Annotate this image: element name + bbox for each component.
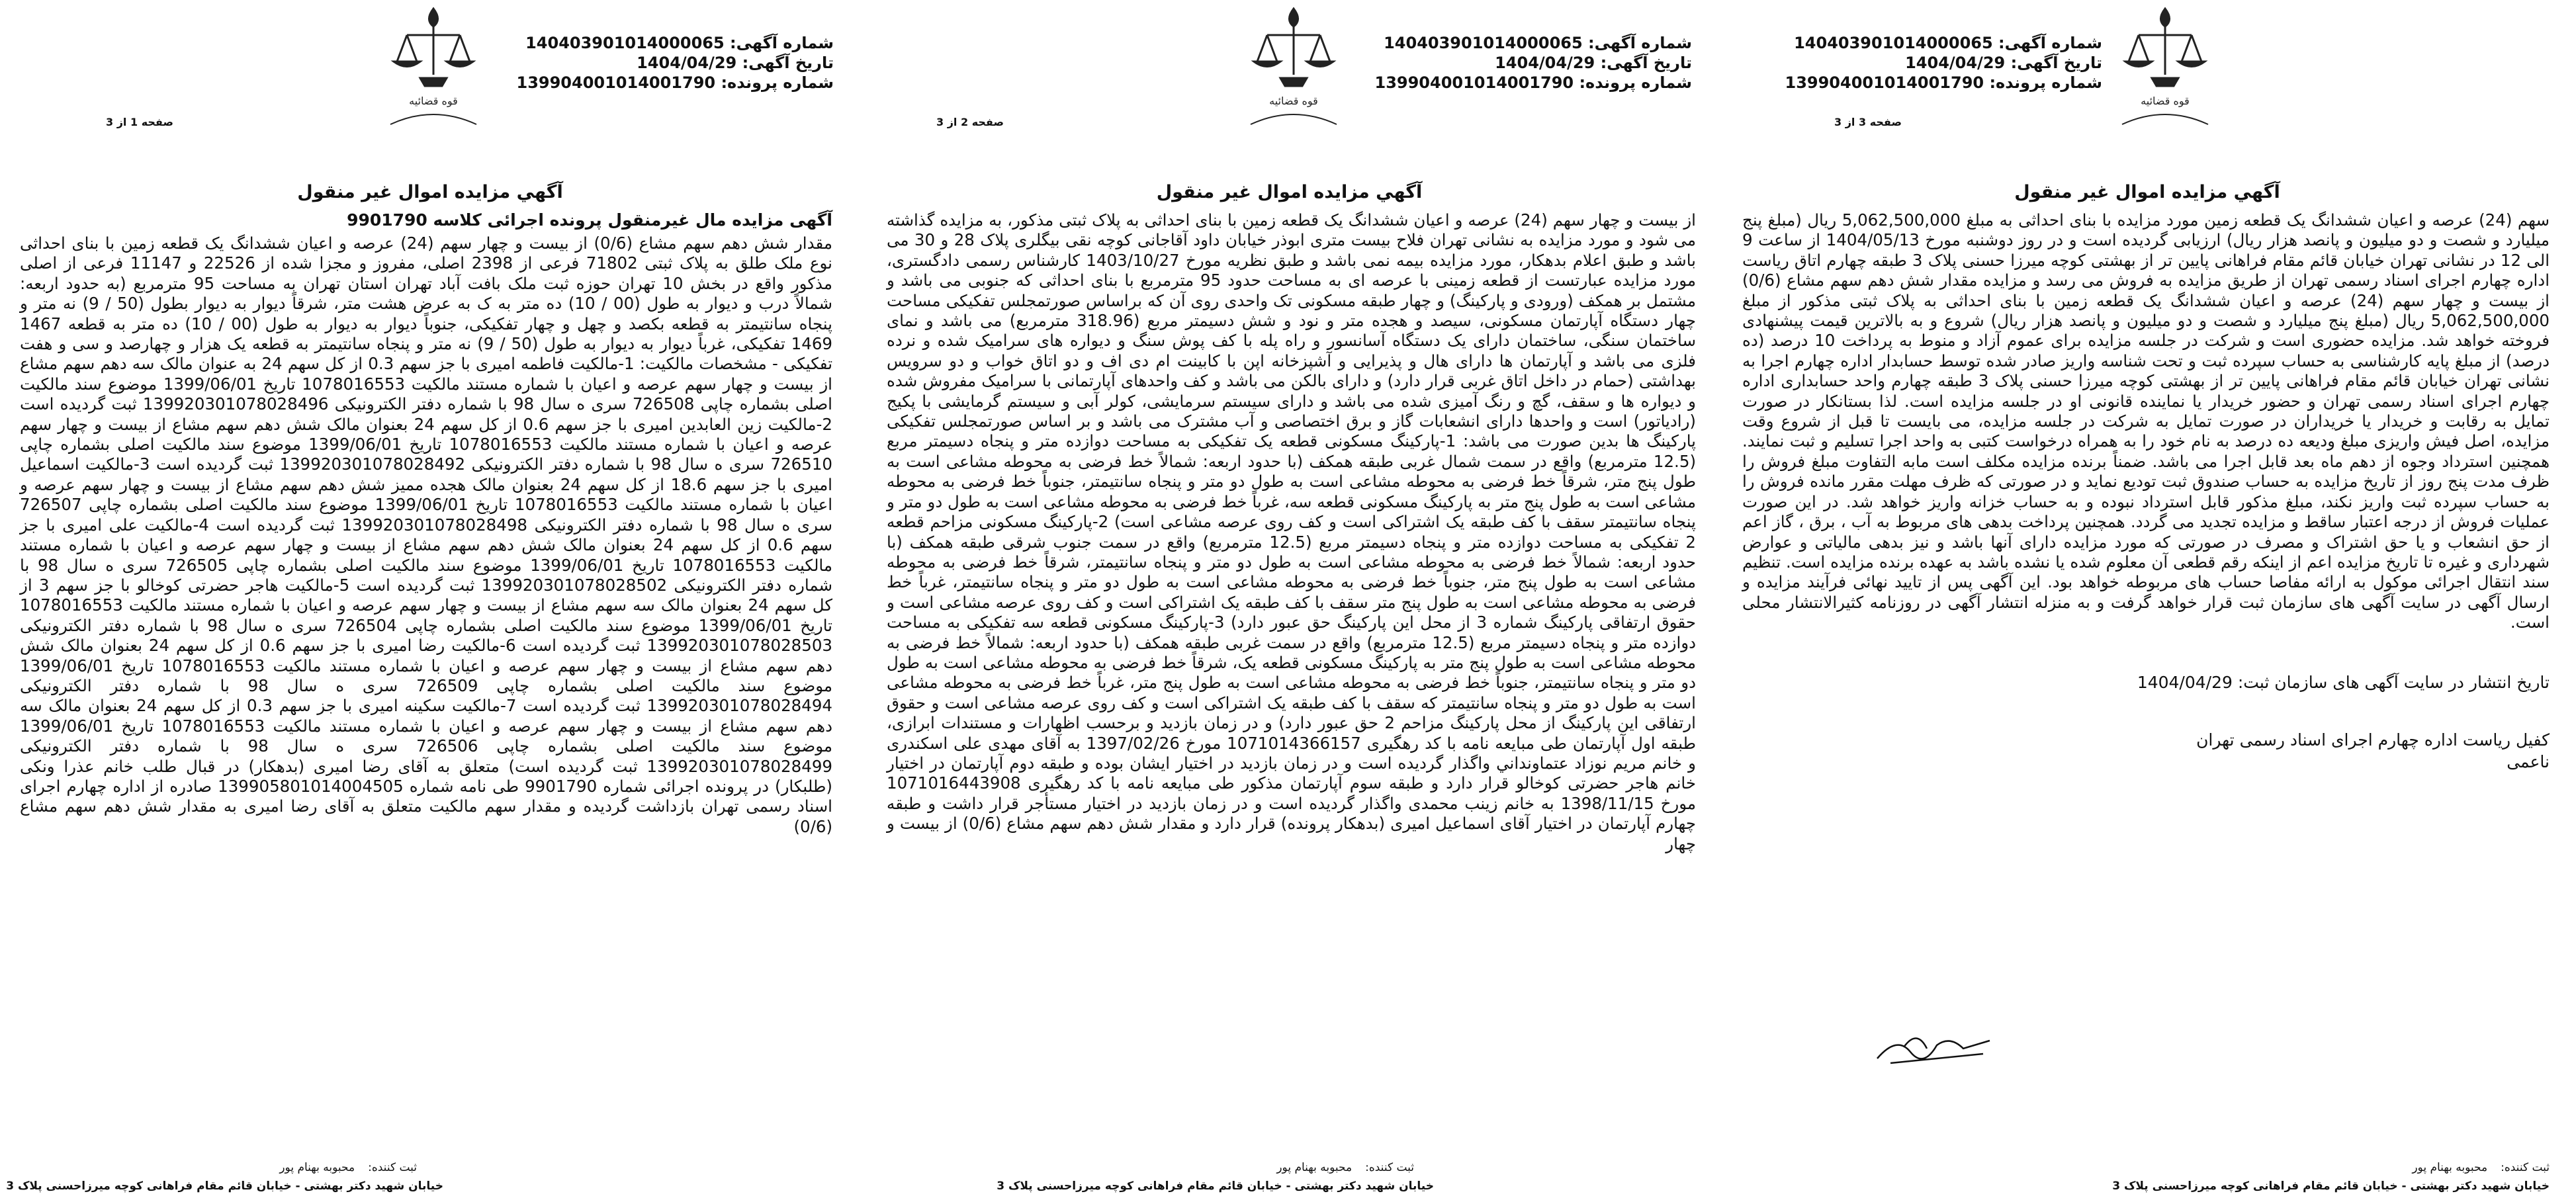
ad-number-label: شماره آگهی: [1588, 34, 1692, 52]
page-body: از بیست و چهار سهم (24) عرصه و اعیان ششدانگ یک قطعه زمین با بنای احداثی به پلاک ثبتی مذکور، به مزایده گذاشته می شود و مورد مزایده به نشانی تهران فلاح بیست متری ابوذر خیابان داود آقاجانی کوچه نقی بیگلری پلاک 28 و 30 می باشد و طبق اعلام بدهکار، مورد مزایده بیمه نمی باشد و طبق نظریه مورخ 1403/10/27 کارشناس رسمی دادگستری، مورد مزایده عبارتست از قطعه زمینی با عرصه ای به مساحت حدود 95 مترمربع با بنای احداثی که جنوبی می باشد و مشتمل بر همکف (ورودی و پارکینگ) و چهار طبقه مسکونی تک واحدی روی آن که براساس صورتمجلس تفکیکی مساحت چهار دستگاه آپارتمان مسکونی، سیصد و هجده متر و نود و شش دسیمتر مربع (318.96 مترمربع) می باشد و نمای ساختمان سنگی، ساختمان دارای یک دستگاه آسانسور و راه پله با کف پوش سنگ و دیواره های سرامیک شده و نرده فلزی می باشد و آپارتمان ها دارای هال و پذیرایی و آشپزخانه اپن با کابینت ام دی اف و دو اتاق خواب و دو سرویس بهداشتی (حمام در داخل اتاق غربی قرار دارد) و دارای بالکن می باشد و کف واحدهای آپارتمانی با سرامیک مفروش شده و دیواره ها و سقف، گچ و رنگ آمیزی شده می باشد و دارای سیستم سرمایشی، کولر آبی و سیستم گرمایشی با پکیج (رادیاتور) است و واحدها دارای انشعابات گاز و برق اختصاصی و آب مشترک می باشد و بر اساس صورتمجلس تفکیکی پارکینگ ها بدین صورت می باشد: 1-پارکینگ مسکونی قطعه یک تفکیکی به مساحت دوازده متر و پنجاه دسیمتر مربع (12.5 مترمربع) واقع در سمت شمال غربی طبقه همکف (با حدود اربعه: شمالاً خط فرضی به محوطه مشاعی است به طول پنج متر، شرقاً خط فرضی به محوطه مشاعی است به طول دو متر و پنجاه سانتیمتر، جنوباً خط فرضی به محوطه مشاعی است به طول پنج متر به پارکینگ مسکونی قطعه سه، غرباً خط فرضی به محوطه مشاعی است به طول دو متر و پنجاه سانتیمتر سقف با کف طبقه یک اشتراکی است و کف روی عرصه مشاعی است) 2-پارکینگ مسکونی مزاحم قطعه 2 تفکیکی به مساحت دوازده متر و پنجاه دسیمتر مربع (12.5 مترمربع) واقع در سمت جنوب شرقی طبقه همکف (با حدود اربعه: شمالاً خط فرضی به محوطه مشاعی است به طول دو متر و پنجاه سانتیمتر، شرقاً خط فرضی به محوطه مشاعی است به طول پنج متر، جنوباً خط فرضی به محوطه مشاعی است به طول دو متر و پنجاه سانتیمتر، غرباً خط فرضی به محوطه مشاعی است به طول پنج متر سقف با کف طبقه یک اشتراکی است و کف روی عرصه مشاعی است و حقوق ارتفاقی پارکینگ شماره 3 از محل این پارکینگ حق عبور دارد) 3-پارکینگ مسکونی قطعه سه تفکیکی به مساحت دوازده متر و پنجاه دسیمتر مربع (12.5 مترمربع) واقع در سمت غربی طبقه همکف (با حدود اربعه: شمالاً خط فرضی به محوطه مشاعی است به طول پنج متر به پارکینگ مسکونی قطعه یک، شرقاً خط فرضی به محوطه مشاعی است به طول دو متر و پنجاه سانتیمتر، جنوباً خط فرضی به محوطه مشاعی است به طول پنج متر، غرباً خط فرضی به محوطه مشاعی است به طول دو متر و پنجاه سانتیمتر که سقف با کف طبقه یک اشتراکی است و کف روی عرصه مشاعی است و حقوق ارتفاقی این پارکینگ از محل پارکینگ مزاحم 2 حق عبور دارد) و در زمان بازدید و برحسب اظهارات و مستندات ابرازی، طبقه اول آپارتمان طی مبایعه نامه با کد رهگیری 1071014366157 مورخ 1397/02/26 به آقای مهدی علی اسکندری و خانم مریم نوزاد عتماونداني واگذار گردیده است و در زمان بازدید در اختیار ایشان بوده و طبقه دوم آپارتمان در اختیار خانم هاجر حضرتی کوخالو قرار دارد و طبقه سوم آپارتمان مذکور طی مبایعه نامه با کد رهگیری 1071016443908 مورخ 1398/11/15 به خانم زینب محمدی واگذار گردیده است و در زمان بازدید در اختیار مستأجر قرار داشت و طبقه چهارم آپارتمان در اختیار آقای اسماعیل امیری (بدهکار پرونده) قرار دارد و مقدار شش دهم سهم مشاع (0/6) از بیست و چهار [887, 210, 1697, 853]
page-header [1718, 0, 2576, 152]
case-number-label: شماره پرونده: [1989, 73, 2102, 92]
page-footer [860, 1161, 1718, 1204]
ad-date-label: تاریخ آگهی: [742, 54, 834, 72]
page-title: آگهي مزايده اموال غير منقول [2014, 182, 2280, 202]
ad-date: 1404/04/29 [637, 54, 737, 72]
office-address: خیابان شهید دکتر بهشتی - خیابان قائم مقام فراهانی کوچه میرزاحسنی پلاک 3 [997, 1180, 1434, 1193]
case-number-label: شماره پرونده: [1579, 73, 1692, 92]
page-label: صفحه 3 از 3 [1834, 116, 1902, 128]
publish-date: تاریخ انتشار در سایت آگهی های سازمان ثبت: 1404/04/29 [2137, 672, 2550, 692]
page-header [860, 0, 1718, 152]
registrar-name: محبوبه بهنام پور [279, 1161, 355, 1174]
ad-date-label: تاریخ آگهی: [2010, 54, 2102, 72]
svg-text:قوه قضائیه: قوه قضائیه [409, 95, 458, 107]
svg-text:قوه قضائیه: قوه قضائیه [2141, 95, 2190, 107]
office-address: خیابان شهید دکتر بهشتی - خیابان قائم مقام فراهانی کوچه میرزاحسنی پلاک 3 [6, 1180, 443, 1193]
ad-meta [463, 33, 834, 93]
registrar [2412, 1161, 2550, 1174]
ad-number-label: شماره آگهی: [1998, 34, 2102, 52]
page-title: آگهي مزايده اموال غير منقول [297, 182, 563, 202]
page-subtitle: آگهی مزایده مال غیرمنقول پرونده اجرائی کلاسه 9901790 [347, 210, 832, 230]
page-body: سهم (24) عرصه و اعیان ششدانگ یک قطعه زمین مورد مزایده با بنای احداثی به مبلغ 5,062,500,000 ریال (مبلغ پنج میلیارد و شصت و دو میلیون و پانصد هزار ریال) ارزیابی گردیده است و در روز دوشنبه مورخ 1404/05/13 از ساعت 9 الی 12 در نشانی تهران خیابان قائم مقام فراهانی پایین تر از بهشتی کوچه میرزا حسنی پلاک 3 طبقه چهارم اتاق ریاست اداره چهارم اجرای اسناد رسمی تهران از طریق مزایده به فروش می رسد و مزایده مقدار شش دهم سهم مشاع (0/6) از بیست و چهار سهم (24) عرصه و اعیان ششدانگ یک قطعه زمین با بنای احداثی به پلاک ثبتی مذکور از مبلغ 5,062,500,000 ریال (مبلغ پنج میلیارد و شصت و دو میلیون و پانصد هزار ریال) شروع و به بالاترین قیمت پیشنهادی فروخته خواهد شد. مزایده حضوری است و شرکت در جلسه مزایده برای عموم آزاد و منوط به پرداخت 10 درصد (ده درصد) از مبلغ پایه کارشناسی به حساب سپرده ثبت و تحت شناسه واریز صادر شده توسط حسابدار اداره چهارم اجرا به نشانی تهران خیابان قائم مقام فراهانی پایین تر از بهشتی کوچه میرزا حسنی پلاک 3 طبقه چهارم واحد حسابداری اداره چهارم اجرای اسناد رسمی تهران و حضور خریدار یا نماینده قانونی او در جلسه مزایده است. لذا بستانکار در صورت تمایل به رقابت و خریدار یا خریداران در صورت تمایل به شرکت در جلسه مزایده، می بایست تا قبل از شروع وقت مزایده، اصل فیش واریزی مبلغ ودیعه ده درصد به نام خود را به همراه درخواست کتبی به واحد اجرا تسلیم و ثبت نمایند. همچنین استرداد وجوه از دهم ماه بعد قابل اجرا می باشد. ضمناً برنده مزایده مکلف است مابه التفاوت مبلغ فروش را ظرف مدت پنج روز از تاریخ مزایده به حساب صندوق ثبت تودیع نماید و در صورتی که ظرف مهلت مقرر مانده فروش را به حساب سپرده ثبت واریز نکند، مبلغ مذکور قابل استرداد نبوده و به حساب خزانه واریز خواهد شد. در این صورت عملیات فروش از درجه اعتبار ساقط و مزایده تجدید می گردد. همچنین پرداخت بدهی های مربوط به آب ، برق ، گاز اعم از حق انشعاب و یا حق اشتراک و مصرف در صورتی که مورد مزایده دارای آنها باشد و نیز بدهی مالیاتی و عوارض شهرداری و غیره تا تاریخ مزایده اعم از اینکه رقم قطعی آن معلوم شده یا نشده باشد به عهده برنده مزایده است. تنظیم سند انتقال اجرائی موکول به ارائه مفاصا حساب های مربوطه خواهد بود. این آگهی پس از تایید نهائی فرآیند مزایده و ارسال آگهی در سایت آگهی های سازمان ثبت قرار خواهد گرفت و به منزله انتشار آگهی در روزنامه کثیرالانتشار محلی است. [1742, 210, 2550, 632]
signatory-name: ناعمی [2507, 752, 2550, 771]
page-label: صفحه 1 از 3 [106, 116, 173, 128]
registrar [279, 1161, 417, 1174]
case-number: 139904001014001790 [1785, 73, 1984, 92]
page-2 [860, 0, 1718, 1204]
ad-number: 140403901014000065 [1794, 34, 1993, 52]
page-body: مقدار شش دهم سهم مشاع (0/6) از بیست و چهار سهم (24) عرصه و اعیان ششدانگ یک قطعه زمین با بنای احداثی نوع ملک طلق به پلاک ثبتی 71802 فرعی از 2398 اصلی، مفروز و مجزا شده از 22526 و 11147 فرعی از اصلی مذکور واقع در بخش 10 تهران حوزه ثبت ملک بافت آباد تهران استان تهران به مساحت 95 مترمربع (به حدود اربعه: شمالاً درب و دیوار به طول (00 / 10) ده متر به ک به عرض هشت متر، شرقاً دیوار به دیوار بطول (50 / 9) نه متر و پنجاه سانتیمتر به قطعه بکصد و چهل و چهار تفکیکی، جنوباً دیوار به دیوار به طول (00 / 10) ده متر به قطعه 1467 1469 تفکیکی، غرباً دیوار به دیوار به طول (50 / 9) نه متر و پنجاه سانتیمتر به قطعه یک هزار و چهارصد و سی و هفت تفکیکی - مشخصات مالکیت: 1-مالکیت فاطمه امیری با جز سهم 0.3 از کل سهم 24 به عنوان مالک سه دهم سهم مشاع از بیست و چهار سهم عرصه و اعیان با شماره مستند مالکیت 1078016553 تاریخ 1399/06/01 موضوع سند مالکیت اصلی بشماره چاپی 726508 سری ه سال 98 با شماره دفتر الکترونیکی 139920301078028496 ثبت گردیده است 2-مالکیت زین العابدین امیری با جز سهم 0.6 از کل سهم 24 بعنوان مالک شش دهم سهم مشاع از بیست و چهار سهم عرصه و اعیان با شماره مستند مالکیت 1078016553 تاریخ 1399/06/01 موضوع سند مالکیت اصلی بشماره چاپی 726510 سری ه سال 98 با شماره دفتر الکترونیکی 139920301078028492 ثبت گردیده است 3-مالکیت اسماعیل امیری با جز سهم 18.6 از کل سهم 24 بعنوان مالک هجده ممیز شش دهم سهم مشاع از بیست و چهار سهم عرصه و اعیان با شماره مستند مالکیت 1078016553 تاریخ 1399/06/01 موضوع سند مالکیت اصلی بشماره چاپی 726507 سری ه سال 98 با شماره دفتر الکترونیکی 139920301078028498 ثبت گردیده است 4-مالکیت علی امیری با جز سهم 0.6 از کل سهم 24 بعنوان مالک شش دهم سهم مشاع از بیست و چهار سهم عرصه و اعیان با شماره مستند مالکیت 1078016553 تاریخ 1399/06/01 موضوع سند مالکیت اصلی بشماره چاپی 726505 سری ه سال 98 با شماره دفتر الکترونیکی 139920301078028502 ثبت گردیده است 5-مالکیت هاجر حضرتی کوخالو با جز سهم 3 از کل سهم 24 بعنوان مالک سه سهم مشاع از بیست و چهار سهم عرصه و اعیان با شماره مستند مالکیت 1078016553 تاریخ 1399/06/01 موضوع سند مالکیت اصلی بشماره چاپی 726504 سری ه سال 98 با شماره دفتر الکترونیکی 139920301078028503 ثبت گردیده است 6-مالکیت رضا امیری با جز سهم 0.6 از کل سهم 24 بعنوان مالک شش دهم سهم مشاع از بیست و چهار سهم عرصه و اعیان با شماره مستند مالکیت 1078016553 تاریخ 1399/06/01 موضوع سند مالکیت اصلی بشماره چاپی 726509 سری ه سال 98 با شماره دفتر الکترونیکی 139920301078028494 ثبت گردیده است 7-مالکیت سکینه امیری با جز سهم 0.3 از کل سهم 24 بعنوان مالک سه دهم سهم مشاع از بیست و چهار سهم عرصه و اعیان با شماره مستند مالکیت 1078016553 تاریخ 1399/06/01 موضوع سند مالکیت اصلی بشماره چاپی 726506 سری ه سال 98 با شماره دفتر الکترونیکی 139920301078028499 ثبت گردیده است) متعلق به آقای رضا امیری (بدهکار) در قبال طلب خانم عذرا ونکی (طلبکار) در پرونده اجرائی شماره 9901790 طی نامه شماره 139905801014004505 صادره از اداره چهارم اجرای اسناد رسمی تهران بازداشت گردیده و مقدار سهم مالکیت متعلق به آقای رضا امیری به مقدار شش دهم سهم مشاع (0/6) [20, 234, 833, 836]
page-label: صفحه 2 از 3 [936, 116, 1004, 128]
ad-date: 1404/04/29 [1495, 54, 1595, 72]
ad-meta [1732, 33, 2102, 93]
office-address: خیابان شهید دکتر بهشتی - خیابان قائم مقام فراهانی کوچه میرزاحسنی پلاک 3 [2112, 1180, 2550, 1193]
ad-number: 140403901014000065 [1384, 34, 1583, 52]
ad-number-label: شماره آگهی: [730, 34, 834, 52]
page-header [0, 0, 860, 152]
page-footer [1718, 1161, 2576, 1204]
case-number-label: شماره پرونده: [721, 73, 834, 92]
registrar-name: محبوبه بهنام پور [2412, 1161, 2488, 1174]
page-footer [0, 1161, 860, 1204]
registrar [1276, 1161, 1414, 1174]
case-number: 139904001014001790 [516, 73, 716, 92]
ad-date-label: تاریخ آگهی: [1600, 54, 1692, 72]
page-1 [0, 0, 860, 1204]
signature-icon [1871, 1022, 1996, 1072]
registrar-name: محبوبه بهنام پور [1276, 1161, 1353, 1174]
registrar-label: ثبت کننده: [368, 1161, 417, 1174]
signatory-title: کفیل ریاست اداره چهارم اجرای اسناد رسمی تهران [2196, 730, 2550, 750]
ad-date: 1404/04/29 [1905, 54, 2006, 72]
page-title: آگهي مزايده اموال غير منقول [1156, 182, 1423, 202]
svg-text:قوه قضائیه: قوه قضائیه [1269, 95, 1318, 107]
ad-number: 140403901014000065 [525, 34, 725, 52]
case-number: 139904001014001790 [1374, 73, 1574, 92]
page-3 [1718, 0, 2576, 1204]
judiciary-emblem-icon [2115, 5, 2215, 138]
registrar-label: ثبت کننده: [1365, 1161, 1414, 1174]
registrar-label: ثبت کننده: [2501, 1161, 2550, 1174]
ad-meta [1321, 33, 1692, 93]
